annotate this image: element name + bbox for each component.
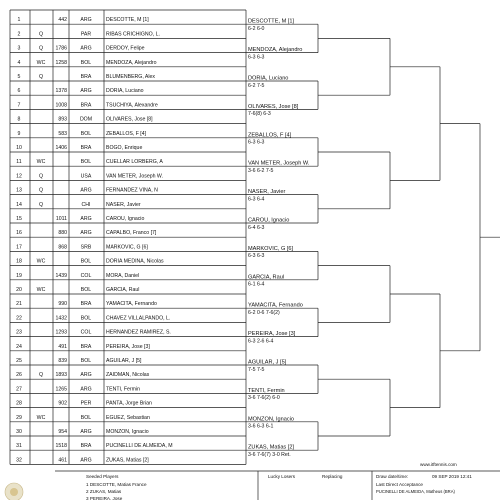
round-2-score: 6-3 6-4 <box>248 196 265 203</box>
draw-position: 30 <box>16 429 22 435</box>
round-2-winner: GARCIA, Raul <box>248 274 285 281</box>
draw-position: 14 <box>16 201 22 208</box>
draw-position: 23 <box>16 329 22 336</box>
player-nation: USA <box>80 173 92 180</box>
player-name: ZUKAS, Matias [2] <box>106 457 149 464</box>
round-2-winner: MENDOZA, Alejandro <box>248 47 303 54</box>
player-name: MORA, Daniel <box>106 272 140 279</box>
player-name: DORIA, Luciano <box>106 88 144 95</box>
player-nation: BOL <box>80 159 92 166</box>
draw-row <box>16 372 150 378</box>
draw-row <box>16 358 142 364</box>
player-name: PEREIRA, Jose [3] <box>106 343 150 350</box>
player-name: BOGO, Enrique <box>106 145 143 151</box>
player-nation: BOL <box>80 358 92 364</box>
player-nation: COL <box>80 272 92 279</box>
draw-row <box>16 287 139 293</box>
draw-row <box>16 443 172 449</box>
draw-position: 31 <box>16 443 22 450</box>
player-nation: ARG <box>80 216 92 222</box>
replacing-title: Replacing <box>322 474 343 479</box>
player-name: GARCIA, Raul <box>106 287 140 293</box>
entry-status: Q <box>38 201 44 208</box>
round-2-score: 6-2 0-6 7-6(2) <box>248 310 280 316</box>
draw-row <box>16 159 163 165</box>
player-name: TENTI, Fermin <box>106 386 141 393</box>
draw-row <box>16 216 144 222</box>
draw-position: 1 <box>17 17 21 24</box>
last-direct-acceptance-name: PUCINELLI DE ALMEIDA, Matheus (BRA) <box>376 489 455 494</box>
draw-date-label: Draw date/time: <box>376 474 409 479</box>
draw-position: 22 <box>16 315 22 322</box>
draw-position: 6 <box>17 88 21 95</box>
itf-website-text: www.itftennis.com <box>420 462 457 467</box>
round-2-winner: ZEBALLOS, F [4] <box>248 132 292 139</box>
round-2-score: 3-6 7-6(2) 6-0 <box>248 395 280 402</box>
player-nation: DOM <box>79 116 93 123</box>
draw-row <box>16 145 142 151</box>
player-rank: 990 <box>58 301 67 308</box>
draw-row <box>16 230 157 236</box>
draw-position: 29 <box>16 414 22 421</box>
draw-position: 4 <box>17 59 21 66</box>
player-rank: 1378 <box>55 88 67 95</box>
round-2-winner: OLIVARES, Jose [8] <box>248 103 299 110</box>
draw-date-value: 09 SEP 2019 12:41 <box>432 474 472 479</box>
entry-status: WC <box>36 258 46 265</box>
player-name: DORIA MEDINA, Nicolas <box>106 258 164 265</box>
entry-status: Q <box>38 187 44 194</box>
player-nation: PAR <box>80 31 92 38</box>
round-2-score: 6-3 6-3 <box>248 253 265 260</box>
player-name: CHAVEZ VILLALPANDO, L. <box>106 315 171 322</box>
player-name: OLIVARES, Jose [8] <box>106 116 153 123</box>
round-2-score: 3-6 6-3 6-1 <box>248 423 274 430</box>
draw-row <box>18 131 147 137</box>
entry-status: WC <box>36 159 46 166</box>
player-rank: 954 <box>58 429 67 435</box>
round-3-bracket-lines <box>318 24 390 450</box>
draw-row <box>18 117 154 123</box>
round-2-score: 3-6 6-2 7-5 <box>248 168 274 174</box>
draw-position: 11 <box>16 159 22 166</box>
draw-row <box>16 429 149 435</box>
draw-row <box>16 386 140 392</box>
draw-position: 17 <box>16 244 22 251</box>
player-name: BLUMENBERG, Alex <box>106 74 156 80</box>
round-2-score: 6-1 6-4 <box>248 281 265 288</box>
player-nation: ARG <box>80 386 92 393</box>
draw-position: 9 <box>17 130 21 137</box>
player-nation: PER <box>80 400 92 407</box>
round-2-score: 6-3 2-6 6-4 <box>248 338 274 345</box>
round-2-column <box>248 19 310 458</box>
player-rank: 1293 <box>55 329 67 336</box>
player-rank: 491 <box>58 343 67 350</box>
round-2-score: 6-4 6-3 <box>248 224 265 231</box>
player-name: EGUEZ, Sebastian <box>106 414 150 421</box>
player-nation: ARG <box>80 230 92 237</box>
draw-position: 15 <box>16 216 22 222</box>
round-2-winner: ZUKAS, Matias [2] <box>248 444 295 451</box>
draw-row <box>16 259 164 265</box>
player-name: DERDOY, Felipe <box>106 45 145 52</box>
draw-row <box>16 330 171 336</box>
round-2-winner: MONZON, Ignacio <box>248 416 295 423</box>
later-rounds-bracket-lines <box>390 38 500 436</box>
player-name: PANTA, Jorge Brian <box>106 400 152 407</box>
player-rank: 1893 <box>55 372 67 379</box>
entry-status: WC <box>36 287 46 293</box>
player-rank: 868 <box>58 244 67 251</box>
draw-row <box>18 46 145 52</box>
player-name: ZAIDMAN, Nicolas <box>106 372 150 379</box>
last-direct-acceptance-label: Last Direct Acceptance <box>376 482 423 487</box>
draw-row <box>16 401 152 407</box>
round-2-score: 7-5 7-5 <box>248 366 265 373</box>
draw-position: 2 <box>17 31 21 38</box>
seeded-players-title: Seeded Players <box>86 474 119 479</box>
player-name: ZEBALLOS, F [4] <box>106 130 147 137</box>
player-nation: COL <box>80 329 92 336</box>
round-2-score: 6-2 6-0 <box>248 26 265 32</box>
player-nation: SRB <box>80 244 92 251</box>
player-nation: BOL <box>80 315 92 322</box>
round-2-winner: DESCOTTE, M [1] <box>248 18 294 25</box>
entry-status: Q <box>38 173 44 180</box>
round-2-winner: NASER, Javier <box>248 189 286 196</box>
player-nation: BRA <box>80 443 92 450</box>
draw-position: 25 <box>16 358 22 364</box>
player-nation: ARG <box>80 372 92 379</box>
round-2-winner: PEREIRA, Jose [3] <box>248 331 296 338</box>
draw-position: 12 <box>16 173 22 180</box>
draw-position: 20 <box>16 287 22 293</box>
player-nation: BRA <box>80 102 92 109</box>
player-rank: 583 <box>58 130 67 137</box>
draw-position: 21 <box>16 301 22 308</box>
player-rank: 1258 <box>55 59 67 66</box>
player-rank: 902 <box>58 400 67 407</box>
draw-position: 7 <box>17 102 21 109</box>
draw-position: 16 <box>16 230 22 237</box>
round-2-winner: YAMACITA, Fernando <box>248 302 303 309</box>
entry-status: Q <box>38 45 44 52</box>
draw-position: 5 <box>17 74 21 80</box>
draw-position: 27 <box>16 386 22 393</box>
player-name: CUELLAR LORBERG, A <box>106 159 163 166</box>
draw-position: 10 <box>16 145 22 151</box>
player-nation: CHI <box>81 201 91 208</box>
player-nation: BRA <box>80 74 92 80</box>
player-nation: BOL <box>80 59 92 66</box>
player-rank: 1786 <box>55 45 67 52</box>
draw-row <box>18 31 160 37</box>
draw-position: 13 <box>16 187 22 194</box>
player-rank: 893 <box>58 116 67 123</box>
seeded-player-1: 1 DESCOTTE, Matias France <box>86 482 147 487</box>
player-nation: BOL <box>80 130 92 137</box>
player-rank: 1008 <box>55 102 67 109</box>
player-name: DESCOTTE, M [1] <box>106 17 149 24</box>
player-nation: ARG <box>80 45 92 52</box>
player-rank: 1432 <box>55 315 67 322</box>
draw-position: 26 <box>16 372 22 379</box>
draw-position: 3 <box>17 45 21 52</box>
draw-row <box>18 88 144 94</box>
draw-row <box>18 60 157 66</box>
draw-row <box>16 202 141 208</box>
draw-row <box>18 102 158 108</box>
player-name: FERNANDEZ VINA, N <box>106 187 158 194</box>
draw-position: 18 <box>16 258 22 265</box>
player-nation: BRA <box>80 301 92 308</box>
draw-row <box>16 315 170 321</box>
round-2-winner: DORIA, Luciano <box>248 75 289 82</box>
draw-row <box>16 173 163 179</box>
player-rank: 1518 <box>55 443 67 450</box>
draw-position: 24 <box>16 343 22 350</box>
draw-position: 32 <box>16 457 22 464</box>
round-2-score: 7-6(8) 6-3 <box>248 111 271 118</box>
draw-row <box>16 188 158 194</box>
round-2-winner: MARKOVIC, G [6] <box>248 245 294 252</box>
player-name: RIBAS CRICHIGNO, L. <box>106 31 160 38</box>
round-2-winner: VAN METER, Joseph W. <box>248 160 310 167</box>
player-nation: ARG <box>80 457 92 464</box>
player-rank: 1406 <box>55 145 67 151</box>
player-name: PUCINELLI DE ALMEIDA, M <box>106 443 173 450</box>
player-rank: 442 <box>58 17 67 24</box>
player-nation: ARG <box>80 17 92 24</box>
draw-row <box>16 273 139 279</box>
round-2-winner: AGUILAR, J [5] <box>248 359 287 366</box>
draw-position: 19 <box>16 272 22 279</box>
footer-logo <box>5 483 23 500</box>
player-nation: BOL <box>80 414 92 421</box>
entry-status: Q <box>38 372 44 379</box>
round-2-score: 6-2 7-5 <box>248 82 265 89</box>
player-rank: 880 <box>58 230 67 237</box>
round-2-score: 6-3 6-3 <box>248 54 265 61</box>
player-nation: BOL <box>80 287 92 293</box>
round-2-score: 3-6 7-6(7) 3-0 Ret. <box>248 452 291 458</box>
player-name: CAROU, Ignacio <box>106 216 145 222</box>
draw-position: 28 <box>16 400 22 407</box>
player-name: MENDOZA, Alejandro <box>106 59 157 66</box>
player-name: AGUILAR, J [5] <box>106 358 142 364</box>
draw-row <box>16 415 150 421</box>
player-name: CAPALBO, Franco [7] <box>106 230 157 237</box>
entry-status: Q <box>38 74 44 80</box>
player-name: MARKOVIC, G [6] <box>106 244 148 251</box>
player-rank: 1265 <box>55 386 67 393</box>
round-2-winner: CAROU, Ignacio <box>248 217 290 224</box>
player-rank: 1439 <box>55 272 67 279</box>
draw-row <box>16 301 157 307</box>
seeded-player-2: 2 ZUKAS, Matias <box>86 489 122 494</box>
entry-status: WC <box>36 414 46 421</box>
player-name: NASER, Javier <box>106 201 141 208</box>
entry-table <box>16 17 172 463</box>
draw-row <box>16 344 150 350</box>
entry-status: Q <box>38 31 44 38</box>
player-nation: ARG <box>80 187 92 194</box>
player-name: VAN METER, Joseph W. <box>106 173 163 180</box>
draw-position: 8 <box>17 116 21 123</box>
player-rank: 839 <box>58 358 67 364</box>
player-name: YAMACITA, Fernando <box>106 301 157 308</box>
player-name: HERNANDEZ RAMIREZ, S. <box>106 329 171 336</box>
player-rank: 461 <box>58 457 67 464</box>
draw-row <box>18 74 156 80</box>
draw-row <box>18 17 150 23</box>
round-2-winner: TENTI, Fermin <box>248 387 285 394</box>
player-nation: BRA <box>80 145 92 151</box>
round-2-score: 6-3 6-3 <box>248 139 265 146</box>
player-name: MONZON, Ignacio <box>106 429 149 435</box>
seeded-player-3: 3 PEREIRA, Jose <box>86 496 123 500</box>
player-rank: 1011 <box>55 216 67 222</box>
player-nation: BRA <box>80 343 92 350</box>
draw-row <box>16 457 149 463</box>
player-nation: ARG <box>80 88 92 95</box>
player-name: TSUCHIYA, Alexandre <box>106 102 158 109</box>
lucky-losers-title: Lucky Losers <box>268 474 296 479</box>
entry-status: WC <box>36 59 46 66</box>
player-nation: ARG <box>80 429 92 435</box>
player-nation: BOL <box>80 258 92 265</box>
draw-row <box>16 244 148 250</box>
